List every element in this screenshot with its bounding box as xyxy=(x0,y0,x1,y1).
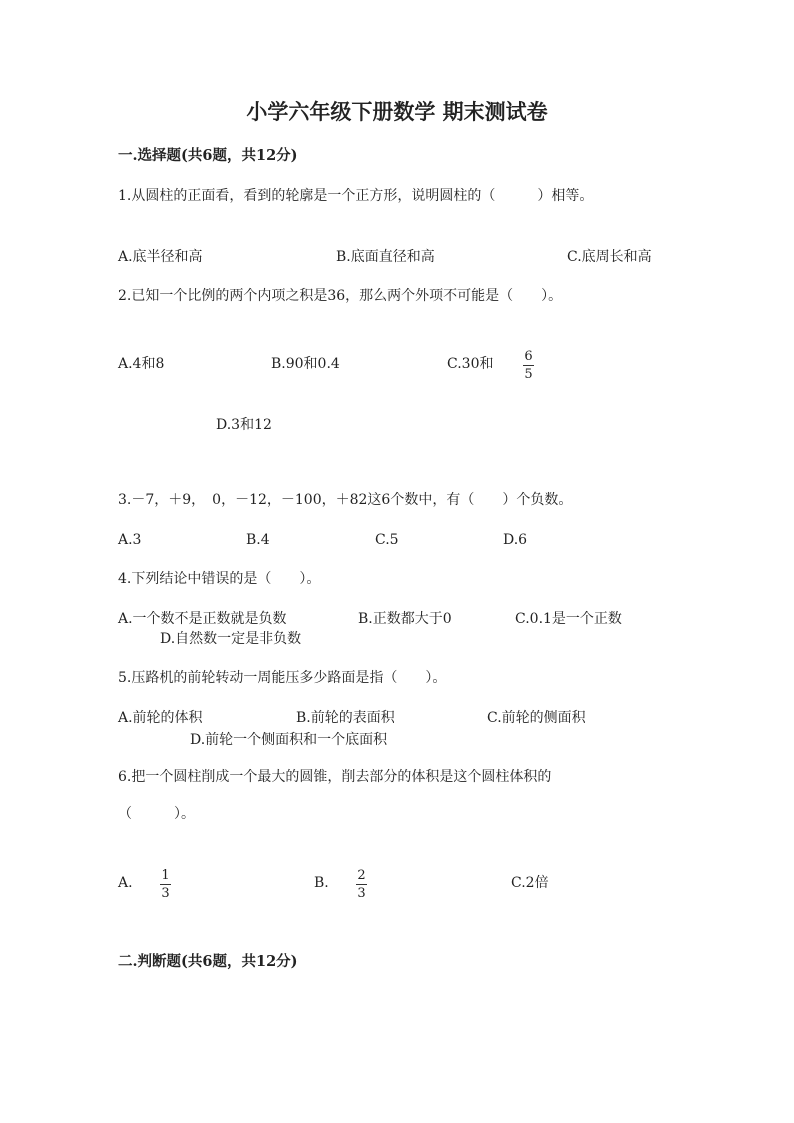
question-3-option-c: C.5 xyxy=(375,532,399,548)
question-3-option-d: D.6 xyxy=(503,532,528,548)
question-6-option-b-fraction xyxy=(356,868,367,901)
question-5-option-d: D.前轮一个侧面积和一个底面积 xyxy=(190,732,388,748)
question-4-option-b: B.正数都大于0 xyxy=(358,611,452,627)
question-1-option-b: B.底面直径和高 xyxy=(336,249,435,265)
question-4-option-d: D.自然数一定是非负数 xyxy=(160,631,302,647)
question-4-option-c: C.0.1是一个正数 xyxy=(515,611,622,627)
fraction-bar xyxy=(356,884,367,885)
question-2-option-b: B.90和0.4 xyxy=(271,356,340,372)
question-6-option-a: A. xyxy=(118,875,133,891)
question-5-option-c: C.前轮的侧面积 xyxy=(487,710,586,726)
question-5-option-a: A.前轮的体积 xyxy=(118,710,203,726)
question-5-stem: 5.压路机的前轮转动一周能压多少路面是指（ ）。 xyxy=(118,670,447,686)
question-6-option-b: B. xyxy=(314,875,329,891)
fraction-denominator: 3 xyxy=(161,886,170,901)
question-1-option-a: A.底半径和高 xyxy=(118,249,203,265)
question-2-stem: 2.已知一个比例的两个内项之积是36，那么两个外项不可能是（ ）。 xyxy=(118,288,563,304)
question-4-stem: 4.下列结论中错误的是（ ）。 xyxy=(118,571,321,587)
question-2-option-c-fraction xyxy=(523,349,534,382)
question-3-option-b: B.4 xyxy=(246,532,270,548)
question-6-option-a-fraction xyxy=(160,868,171,901)
question-2-option-a: A.4和8 xyxy=(118,356,165,372)
question-1-option-c: C.底周长和高 xyxy=(567,249,652,265)
fraction-numerator: 6 xyxy=(524,349,533,364)
page-title: 小学六年级下册数学 期末测试卷 xyxy=(246,99,548,124)
question-2-option-c: C.30和 xyxy=(447,356,494,372)
section-judgment-heading: 二.判断题(共6题，共12分) xyxy=(118,953,298,970)
question-6-stem-line-1: 6.把一个圆柱削成一个最大的圆锥，削去部分的体积是这个圆柱体积的 xyxy=(118,769,552,785)
section-choice-heading: 一.选择题(共6题，共12分) xyxy=(118,147,298,164)
fraction-bar xyxy=(523,365,534,366)
question-4-option-a: A.一个数不是正数就是负数 xyxy=(118,611,287,627)
fraction-numerator: 1 xyxy=(161,868,170,883)
question-5-option-b: B.前轮的表面积 xyxy=(296,710,395,726)
question-3-option-a: A.3 xyxy=(118,532,142,548)
question-6-stem-line-2: （ ）。 xyxy=(118,806,195,822)
question-2-option-d: D.3和12 xyxy=(216,417,272,433)
fraction-bar xyxy=(160,884,171,885)
fraction-numerator: 2 xyxy=(357,868,366,883)
question-3-stem: 3.－7，＋9， 0，－12，－100，＋82这6个数中，有（ ）个负数。 xyxy=(118,492,573,508)
fraction-denominator: 3 xyxy=(357,886,366,901)
question-6-option-c: C.2倍 xyxy=(511,875,549,891)
question-1-stem: 1.从圆柱的正面看，看到的轮廓是一个正方形，说明圆柱的（ ）相等。 xyxy=(118,188,594,204)
fraction-denominator: 5 xyxy=(524,367,533,382)
